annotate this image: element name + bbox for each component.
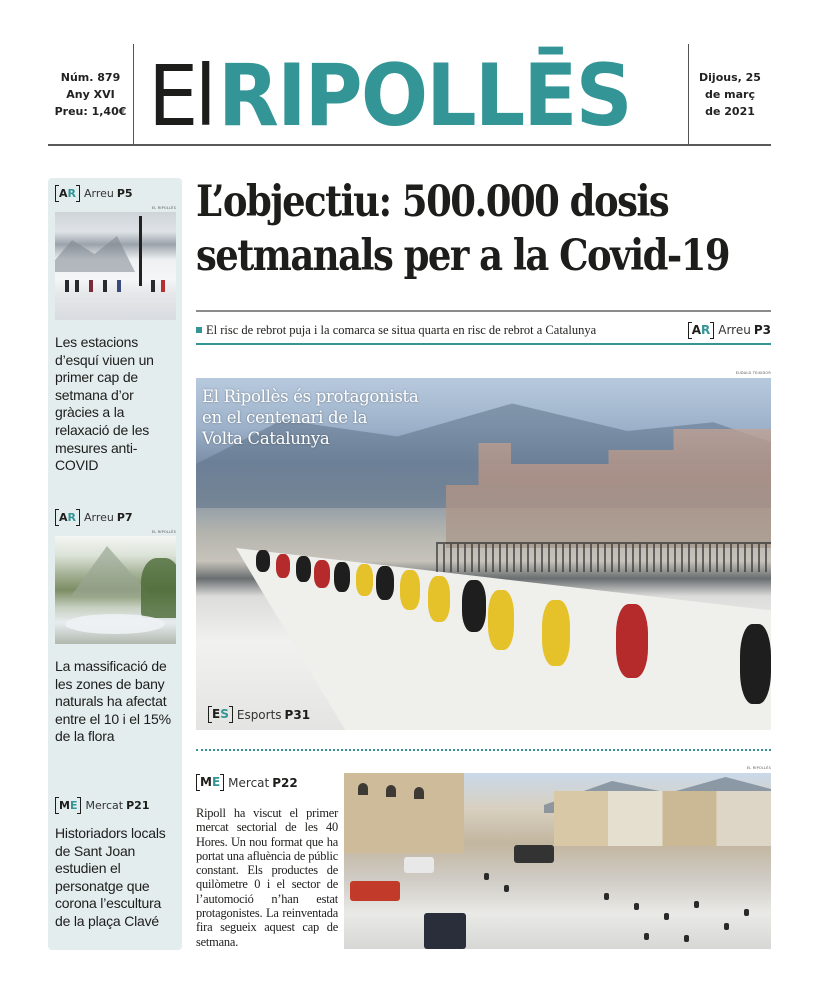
date-line-3: de 2021 bbox=[705, 104, 755, 118]
story-summary[interactable]: La massificació de les zones de bany naturals ha afectat entre el 10 i el 15% de la flora bbox=[55, 658, 171, 745]
section-badge-icon: AR bbox=[55, 186, 80, 201]
section-badge-icon: AR bbox=[55, 510, 80, 525]
photo-credit: EL RIPOLLÈS bbox=[151, 530, 176, 534]
section-tag-arreu[interactable] bbox=[688, 323, 771, 338]
photo-caption[interactable]: El Ripollès és protagonista en el centenari de la Volta Catalunya bbox=[202, 387, 419, 448]
section-tag-mercat[interactable] bbox=[196, 775, 298, 790]
lead-subhead bbox=[196, 318, 771, 342]
lead-headline[interactable] bbox=[196, 175, 730, 283]
sidebar-story-flora[interactable] bbox=[55, 510, 176, 746]
page-ref: P3 bbox=[753, 323, 771, 337]
market-square-photo[interactable] bbox=[344, 773, 771, 949]
section-name: Esports bbox=[236, 707, 282, 722]
section-badge-icon: AR bbox=[688, 323, 715, 338]
date-line-1: Dijous, 25 bbox=[699, 70, 761, 84]
page-ref: P5 bbox=[116, 187, 133, 200]
issue-date bbox=[688, 44, 771, 144]
newspaper-logo bbox=[148, 46, 667, 146]
issue-info bbox=[48, 44, 134, 144]
bullet-square-icon bbox=[196, 327, 202, 333]
sidebar bbox=[48, 178, 182, 950]
section-tag-esports[interactable] bbox=[208, 707, 310, 722]
section-name: Arreu bbox=[84, 511, 114, 524]
page-ref: P22 bbox=[272, 775, 298, 790]
dotted-divider bbox=[196, 749, 771, 751]
subhead-text[interactable]: El risc de rebrot puja i la comarca se situa quarta en risc de rebrot a Catalunya bbox=[206, 322, 597, 337]
story-summary[interactable]: Les estacions d’esquí viuen un primer cap de setmana d’or gràcies a la relaxació de les mesures anti-COVID bbox=[55, 334, 154, 474]
section-badge-icon: ES bbox=[208, 707, 233, 722]
river-mountain-photo[interactable] bbox=[55, 536, 176, 644]
section-name: Arreu bbox=[718, 323, 751, 337]
sidebar-story-sculpture[interactable] bbox=[55, 798, 176, 931]
mercat-story-body[interactable]: Ripoll ha viscut el primer mercat sectorial de les 40 Hores. Un nou format que ha portat una afluència de públic constant. Els productes de quilòmetre 0 i el sector de l’automoció n’han estat protagonistes. La reinventada fira segueix aquest cap de setmana. bbox=[196, 806, 338, 949]
cycling-race-photo[interactable] bbox=[196, 378, 771, 730]
logo-name: RIPOLLĒS bbox=[218, 46, 632, 146]
section-badge-icon: ME bbox=[196, 775, 224, 790]
story-summary[interactable]: Historiadors locals de Sant Joan estudien el personatge que corona l’escultura de la plaça Clavé bbox=[55, 825, 166, 929]
section-tag-arreu[interactable] bbox=[55, 510, 176, 525]
section-name: Arreu bbox=[84, 187, 114, 200]
section-name: Mercat bbox=[228, 775, 270, 790]
divider-teal bbox=[196, 343, 771, 345]
section-tag-mercat[interactable] bbox=[55, 798, 176, 813]
section-name: Mercat bbox=[85, 799, 124, 812]
photo-credit: EL RIPOLLÈS bbox=[151, 206, 176, 210]
logo-prefix: El bbox=[148, 47, 214, 145]
masthead bbox=[48, 44, 771, 146]
headline-line-1: L’objectiu: 500.000 dosis bbox=[196, 177, 669, 227]
page-ref: P31 bbox=[284, 707, 311, 722]
issue-price: Preu: 1,40€ bbox=[54, 104, 127, 118]
page-ref: P21 bbox=[126, 799, 150, 812]
date-line-2: de març bbox=[705, 87, 755, 101]
section-badge-icon: ME bbox=[55, 798, 81, 813]
section-tag-arreu[interactable] bbox=[55, 186, 176, 201]
issue-number: Núm. 879 bbox=[60, 70, 121, 84]
page-ref: P7 bbox=[116, 511, 133, 524]
headline-line-2: setmanals per a la Covid-19 bbox=[196, 231, 730, 281]
sidebar-story-ski[interactable] bbox=[55, 186, 176, 475]
issue-year: Any XVI bbox=[66, 87, 115, 101]
photo-credit: EUDALD TEIXIDOR bbox=[735, 371, 771, 375]
divider bbox=[196, 310, 771, 312]
ski-resort-photo[interactable] bbox=[55, 212, 176, 320]
photo-credit: EL RIPOLLÈS bbox=[746, 766, 771, 770]
